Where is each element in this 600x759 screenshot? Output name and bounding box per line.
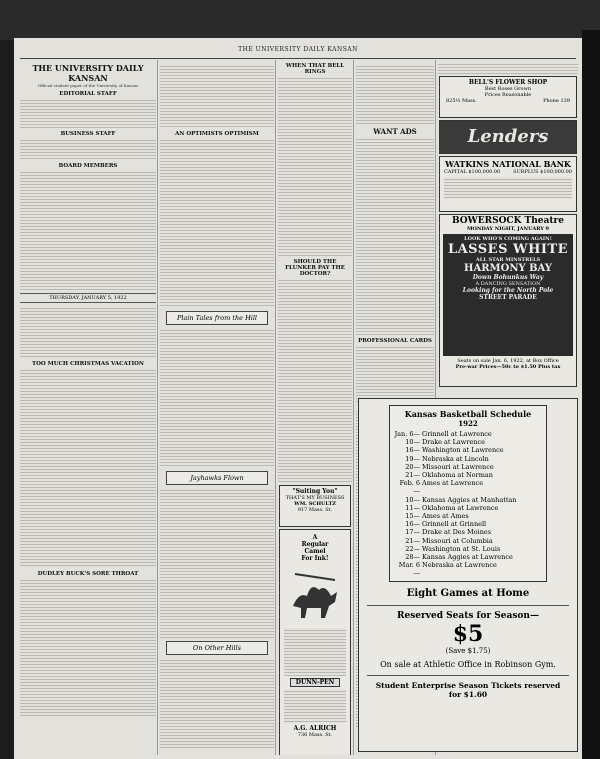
schedule-row: [394, 561, 542, 577]
article-text: [278, 278, 352, 483]
bank-surplus: SURPLUS $100,000.00: [513, 169, 572, 175]
game-opponent: Drake at Des Moines: [422, 528, 492, 537]
schedule-row: [394, 446, 542, 454]
article-headline: SHOULD THE FLUNKER PAY THE DOCTOR?: [285, 259, 345, 277]
show-sale: Seats on sale Jan. 6, 1922, at Box Office: [457, 358, 559, 364]
schedule-row: [394, 463, 542, 471]
game-date: 21—: [405, 471, 420, 480]
scan-border-top: [0, 0, 600, 40]
ad-text: [284, 689, 346, 723]
column-rule: [157, 60, 158, 755]
schedule-row: [394, 553, 542, 561]
staff-notes: [20, 170, 156, 290]
game-opponent: Kansas Aggies at Manhattan: [422, 495, 517, 504]
game-opponent: Missouri at Columbia: [422, 536, 493, 545]
schedule-row: [394, 455, 542, 463]
show-line: LOOK WHO'S COMING AGAIN!: [464, 236, 552, 242]
game-opponent: Grinnell at Lawrence: [422, 430, 492, 438]
article-headline: DUDLEY BUCK'S SORE THROAT: [37, 571, 139, 577]
camel-pen-icon: [285, 562, 345, 622]
schedule-row: [394, 528, 542, 536]
eight-games: Eight Games at Home: [406, 587, 530, 599]
tailor-ad: [279, 485, 351, 527]
minstrel-banner: [443, 234, 573, 356]
schedule-row: [394, 545, 542, 553]
schedule-row: [394, 512, 542, 520]
show-line: HARMONY BAY: [464, 263, 552, 274]
staff-head: EDITORIAL STAFF: [59, 91, 117, 97]
article-text: [160, 64, 274, 128]
ad-line: Camel: [304, 548, 326, 555]
game-date: 16—: [405, 446, 420, 455]
ad-address: 825½ Mass.: [446, 98, 477, 104]
date-line: THURSDAY, JANUARY 5, 1922: [20, 293, 156, 303]
ad-strip: [438, 62, 578, 74]
schedule-row: [394, 496, 542, 504]
schedule-row: [394, 479, 542, 495]
save-line: (Save $1.75): [445, 646, 491, 655]
staff-head: BOARD MEMBERS: [58, 163, 118, 169]
masthead: THE UNIVERSITY DAILY KANSAN: [32, 63, 144, 83]
ad-line: Prices Reasonable: [484, 92, 532, 98]
schedule-row: [394, 504, 542, 512]
ad-line: Regular: [301, 541, 329, 548]
schedule-list: [394, 430, 542, 578]
schedule-year: 1922: [458, 419, 478, 428]
newspaper-page: [14, 38, 582, 759]
section-box: On Other Hills: [166, 641, 268, 655]
column-features: [160, 60, 274, 755]
ad-line: Best Roses Grown: [484, 86, 532, 92]
bank-ad: [439, 156, 577, 212]
student-line: Student Enterprise Season Tickets reserved: [375, 680, 561, 690]
article-text: [278, 76, 352, 256]
bank-title: WATKINS NATIONAL BANK: [445, 159, 571, 169]
game-opponent: Ames at Ames: [422, 512, 469, 521]
game-opponent: Grinnell at Grinnell: [422, 520, 487, 529]
bank-officers: [444, 177, 572, 199]
article-headline: AN OPTIMISTS OPTIMISM: [175, 131, 259, 137]
want-ads-head: WANT ADS: [373, 127, 417, 136]
ad-title: "Suiting You": [292, 488, 338, 495]
schedule-row: [394, 520, 542, 528]
lenders-logo: Lenders: [467, 126, 549, 147]
season-price: $5: [452, 620, 484, 647]
show-line: Down Bohunkus Way: [472, 274, 544, 281]
game-date: 22—: [405, 544, 420, 553]
game-date: 28—: [405, 553, 420, 562]
pen-ad: [279, 529, 351, 755]
scan-border-right: [582, 30, 600, 759]
column-editorial: [20, 60, 156, 755]
game-date: 19—: [405, 454, 420, 463]
basketball-ad: [358, 398, 578, 752]
column-news: [278, 60, 352, 755]
game-date: 10—: [405, 495, 420, 504]
dealer-address: 736 Mass. St.: [297, 732, 333, 738]
jeweler-ad: [439, 120, 577, 154]
game-date: Mar. 6—: [398, 561, 420, 578]
on-sale-line: On sale at Athletic Office in Robinson Gym.: [380, 659, 556, 669]
article-text: [20, 578, 156, 718]
game-date: 20—: [405, 462, 420, 471]
ad-address: 917 Mass. St.: [297, 507, 333, 513]
student-price: for $1.60: [448, 689, 488, 699]
game-date: 10—: [405, 438, 420, 447]
florist-ad: [439, 76, 577, 118]
game-date: 15—: [405, 512, 420, 521]
theatre-title: BOWERSOCK Theatre: [452, 216, 564, 226]
game-date: Feb. 6—: [399, 479, 420, 496]
article-text: [160, 328, 274, 468]
ad-phone: Phone 139: [543, 98, 570, 104]
top-rule: [20, 58, 576, 59]
game-opponent: Drake at Lawrence: [422, 438, 485, 447]
schedule-row: [394, 438, 542, 446]
ad-title: BELL'S FLOWER SHOP: [468, 79, 548, 86]
show-line: STREET PARADE: [479, 294, 537, 301]
game-opponent: Oklahoma at Norman: [422, 471, 493, 480]
classified-text: [356, 345, 434, 403]
article-text: [20, 368, 156, 568]
theatre-date: MONDAY NIGHT, JANUARY 9: [467, 226, 549, 232]
prof-cards-head: PROFESSIONAL CARDS: [358, 338, 432, 344]
article-text: [160, 138, 274, 308]
show-title: LASSES WHITE: [447, 242, 569, 257]
section-box: Plain Tales from the Hill: [166, 311, 268, 325]
article-text: [160, 658, 274, 748]
schedule-box: [389, 405, 547, 582]
ad-line: For Ink!: [301, 555, 329, 562]
column-rule: [275, 60, 276, 755]
column-rule: [353, 60, 354, 755]
ad-line: THAT'S MY BUSINESS: [285, 495, 345, 501]
article-text: [356, 64, 434, 124]
pen-brand: DUNN-PEN: [290, 678, 340, 687]
theatre-ad: [439, 214, 577, 387]
game-date: Jan. 6—: [394, 430, 420, 438]
game-date: 16—: [405, 520, 420, 529]
ad-line: A: [312, 534, 318, 541]
ad-text: [284, 628, 346, 676]
section-box: Jayhawks Flown: [166, 471, 268, 485]
schedule-row: [394, 430, 542, 438]
game-opponent: Nebraska at Lawrence: [422, 561, 497, 570]
running-head: THE UNIVERSITY DAILY KANSAN: [238, 46, 358, 53]
schedule-row: [394, 537, 542, 545]
article-text: [20, 306, 156, 358]
game-opponent: Missouri at Lawrence: [422, 462, 494, 471]
game-opponent: Kansas Aggies at Lawrence: [422, 553, 513, 562]
schedule-title: Kansas Basketball Schedule: [404, 409, 532, 419]
article-headline: TOO MUCH CHRISTMAS VACATION: [32, 361, 144, 367]
bank-capital: CAPITAL $100,000.00: [444, 169, 501, 175]
article-text: [160, 488, 274, 638]
article-headline: WHEN THAT BELL RINGS: [285, 63, 345, 75]
show-prices: Pre-war Prices—50c to $1.50 Plus tax: [455, 364, 561, 370]
game-date: 21—: [405, 536, 420, 545]
game-opponent: Oklahoma at Lawrence: [422, 503, 499, 512]
show-line: A DANCING SENSATION: [475, 281, 541, 287]
masthead-sub: Official student paper of the University of Kansas: [37, 83, 139, 88]
show-line: ALL STAR MINSTRELS: [475, 257, 541, 263]
classified-text: [356, 137, 434, 335]
staff-head: BUSINESS STAFF: [60, 131, 116, 137]
dealer-name: A.G. ALRICH: [293, 725, 337, 732]
staff-list: [20, 98, 156, 128]
show-line: Looking for the North Pole: [462, 287, 554, 294]
game-date: 17—: [405, 528, 420, 537]
game-opponent: Ames at Lawrence: [422, 479, 484, 488]
game-date: 11—: [405, 503, 420, 512]
reserved-line: Reserved Seats for Season—: [397, 610, 539, 621]
game-opponent: Nebraska at Lincoln: [422, 454, 489, 463]
schedule-row: [394, 471, 542, 479]
staff-list: [20, 138, 156, 160]
ad-name: WM. SCHULTZ: [294, 501, 336, 507]
game-opponent: Washington at St. Louis: [422, 544, 501, 553]
game-opponent: Washington at Lawrence: [422, 446, 504, 455]
